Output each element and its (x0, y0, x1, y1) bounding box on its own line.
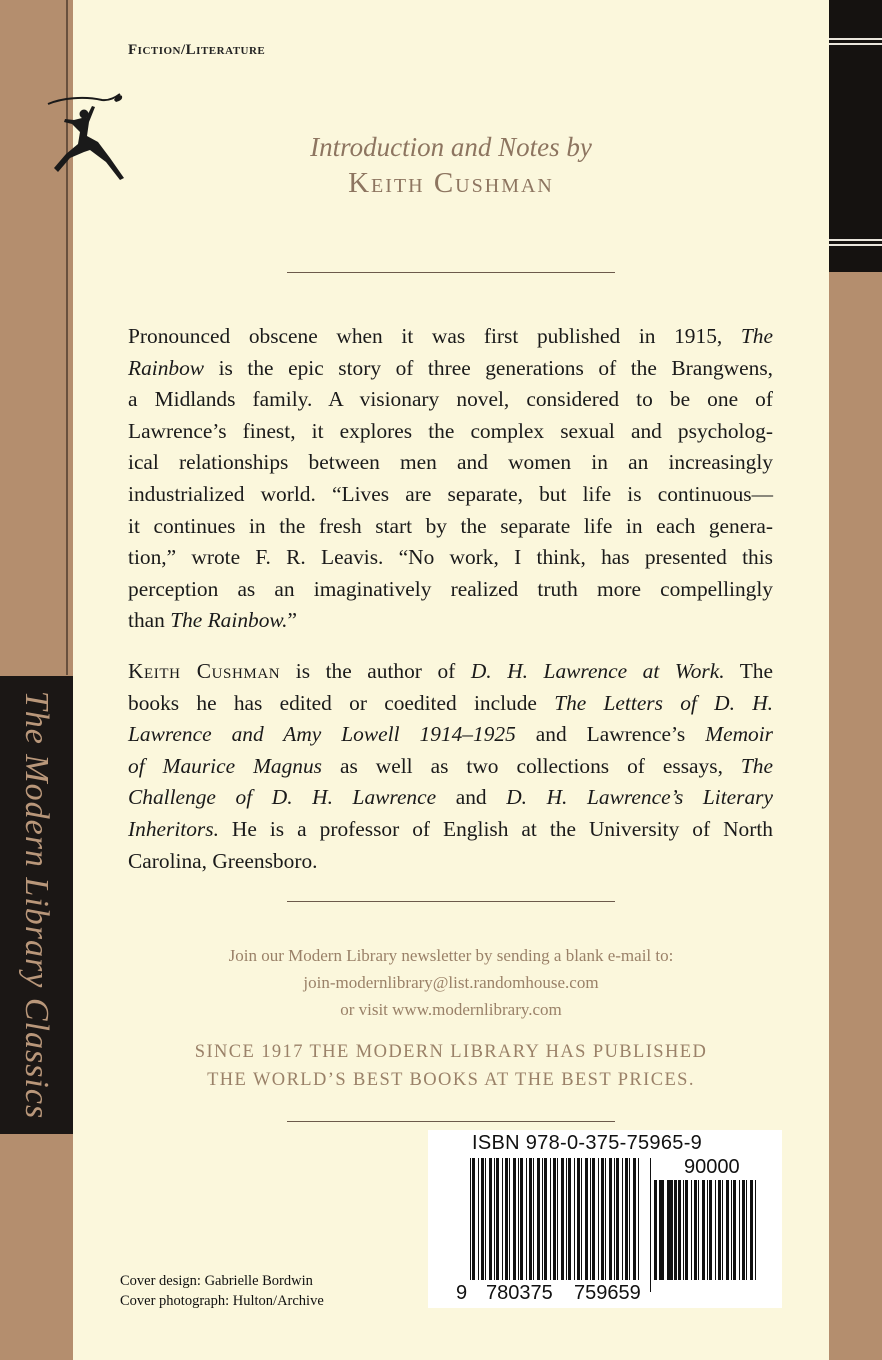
barcode-bar (542, 1158, 543, 1280)
barcode-bar (505, 1158, 508, 1280)
spine-series-title: The Modern Library Classics (18, 690, 55, 1120)
barcode-bar (746, 1180, 747, 1280)
barcode-bar (513, 1158, 516, 1280)
barcode-bar (694, 1180, 697, 1280)
barcode-bar (638, 1158, 639, 1280)
category-label: Fiction/Literature (128, 42, 266, 58)
barcode-bar (544, 1158, 547, 1280)
barcode-bar (629, 1158, 630, 1280)
barcode-bar (709, 1180, 712, 1280)
barcode-bar (678, 1180, 681, 1280)
barcode-bar (742, 1180, 745, 1280)
barcode-bar (691, 1180, 692, 1280)
barcode-bar (755, 1180, 756, 1280)
barcode-bar (633, 1158, 636, 1280)
editor-name: Keith Cushman (348, 167, 554, 199)
description-line: industrialized world. “Lives are separate, but life is continuous— (128, 481, 773, 506)
barcode-bar (685, 1180, 688, 1280)
middle-divider (287, 901, 615, 902)
barcode-bar (568, 1158, 571, 1280)
description-paragraph (128, 321, 773, 637)
barcode-bar (502, 1158, 503, 1280)
since-1917-tagline: SINCE 1917 THE MODERN LIBRARY HAS PUBLISHED THE WORLD’S BEST BOOKS AT THE BEST PRICES. (194, 1042, 708, 1090)
barcode-bar (557, 1158, 558, 1280)
isbn-barcode (428, 1130, 782, 1308)
newsletter-website: or visit www.modernlibrary.com (340, 1000, 562, 1019)
right-edge-tan-band (829, 272, 882, 1360)
barcode-bar (707, 1180, 708, 1280)
barcode-bar (650, 1158, 651, 1292)
barcode-bar (661, 1180, 664, 1280)
barcode-bar (659, 1180, 660, 1280)
barcode-bar (683, 1180, 684, 1280)
introduction-credit-line: Introduction and Notes by (310, 132, 592, 162)
barcode-bar (605, 1158, 606, 1280)
barcode-bar (609, 1158, 612, 1280)
bottom-divider (287, 1121, 615, 1122)
price-code: 90000 (684, 1156, 740, 1178)
description-line: a Midlands family. A visionary novel, considered to be one of (128, 387, 773, 412)
barcode-bar (581, 1158, 582, 1280)
barcode-bar (553, 1158, 556, 1280)
barcode-bar (614, 1158, 615, 1280)
description-line: than The Rainbow.” (128, 608, 297, 633)
description-line: perception as an imaginatively realized truth more compellingly (128, 576, 773, 601)
barcode-bar (702, 1180, 705, 1280)
bio-line: Lawrence and Amy Lowell 1914–1925 and Lawrence’s Memoir (128, 722, 773, 747)
bio-line: of Maurice Magnus as well as two collections of essays, The (128, 753, 773, 778)
barcode-digit-first: 9 (456, 1282, 468, 1304)
barcode-bar (537, 1158, 540, 1280)
barcode-bar (520, 1158, 523, 1280)
newsletter-info (73, 942, 829, 1023)
barcode-bar (715, 1180, 716, 1280)
barcode-bar (550, 1158, 551, 1280)
bio-line: Keith Cushman is the author of D. H. Lawrence at Work. The (128, 659, 773, 683)
barcode-bar (585, 1158, 588, 1280)
barcode-bar (509, 1158, 510, 1280)
barcode-bar (592, 1158, 595, 1280)
barcode-bar (478, 1158, 479, 1280)
cover-design-credit: Cover design: Gabrielle Bordwin (120, 1273, 313, 1289)
barcode-bar (526, 1158, 527, 1280)
barcode-bar (494, 1158, 495, 1280)
barcode-bar (739, 1180, 740, 1280)
author-bio-paragraph (128, 656, 773, 877)
description-line: it continues in the fresh start by the separate life in each genera- (128, 513, 773, 538)
barcode-bar (518, 1158, 519, 1280)
barcode-bar (670, 1180, 673, 1280)
right-edge-black-band (829, 0, 882, 272)
barcode-bar (674, 1180, 675, 1280)
barcode-bar (601, 1158, 604, 1280)
barcode-bar (750, 1180, 753, 1280)
barcode-bar (529, 1158, 532, 1280)
barcode-bar (489, 1158, 492, 1280)
barcode-bar (667, 1180, 668, 1280)
barcode-bar (533, 1158, 534, 1280)
barcode-bar (485, 1158, 486, 1280)
barcode-bar (625, 1158, 628, 1280)
description-line: Lawrence’s finest, it explores the complex sexual and psycholog- (128, 418, 773, 443)
barcode-bar (733, 1180, 736, 1280)
barcode-bar (574, 1158, 575, 1280)
newsletter-line: Join our Modern Library newsletter by sending a blank e-mail to: (228, 946, 674, 965)
barcode-bar (622, 1158, 623, 1280)
barcode-digit-group-2: 759659 (574, 1282, 641, 1304)
bio-line: books he has edited or coedited include The Letters of D. H. (128, 690, 773, 715)
barcode-bar (698, 1180, 699, 1280)
barcode-bar (472, 1158, 475, 1280)
barcode-bar (496, 1158, 499, 1280)
description-line: ical relationships between men and women in an increasingly (128, 450, 773, 475)
barcode-bar (566, 1158, 567, 1280)
cover-credits (120, 1271, 324, 1311)
bio-line: Challenge of D. H. Lawrence and D. H. Lawrence’s Literary (128, 785, 773, 810)
barcode-digit-group-1: 780375 (486, 1282, 553, 1304)
newsletter-email: join-modernlibrary@list.randomhouse.com (303, 973, 599, 992)
barcode-bar (470, 1158, 471, 1280)
barcode-bar (616, 1158, 619, 1280)
barcode-bar (722, 1180, 723, 1280)
description-line: Rainbow is the epic story of three generations of the Brangwens, (128, 355, 773, 380)
cover-photo-credit: Cover photograph: Hulton/Archive (120, 1293, 324, 1309)
bio-line: Carolina, Greensboro. (128, 848, 318, 873)
description-line: tion,” wrote F. R. Leavis. “No work, I think, has presented this (128, 545, 773, 570)
barcode-bar (718, 1180, 721, 1280)
barcode-bar (590, 1158, 591, 1280)
barcode-bar (481, 1158, 484, 1280)
top-divider (287, 272, 615, 273)
barcode-bar (598, 1158, 599, 1280)
isbn-number: ISBN 978-0-375-75965-9 (472, 1132, 703, 1154)
barcode-bar (731, 1180, 732, 1280)
barcode-bar (561, 1158, 564, 1280)
barcode-bar (654, 1180, 657, 1280)
bio-line: Inheritors. He is a professor of English at the University of North (128, 816, 773, 841)
description-line: Pronounced obscene when it was first published in 1915, The (128, 324, 773, 348)
barcode-bar (726, 1180, 729, 1280)
barcode-bar (577, 1158, 580, 1280)
